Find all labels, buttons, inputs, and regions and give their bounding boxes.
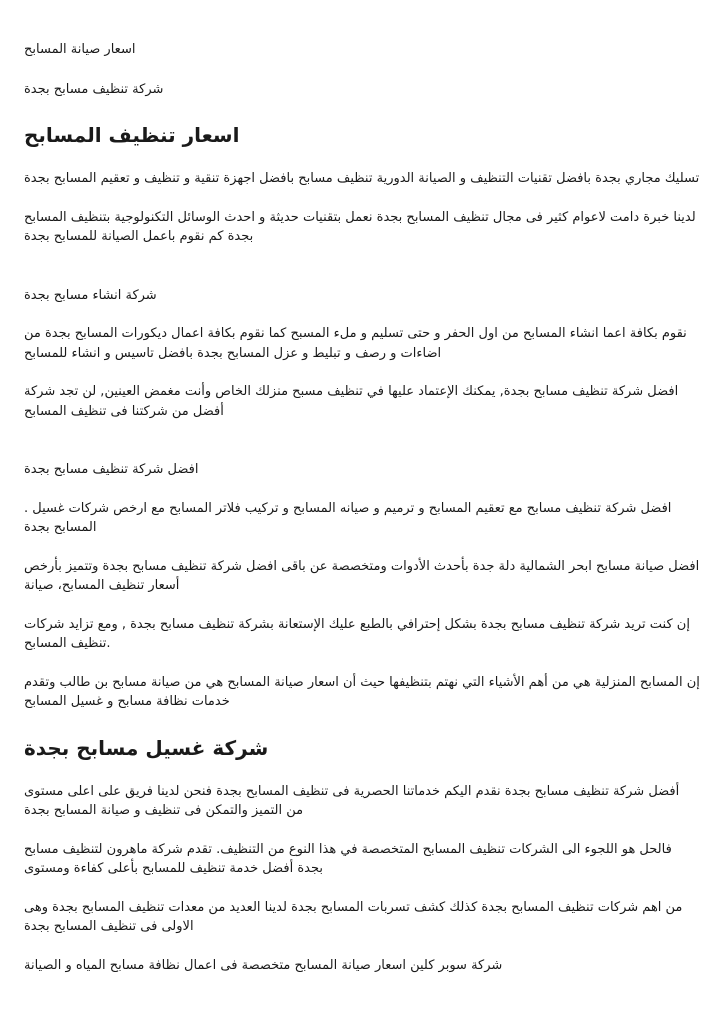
paragraph-north-obhur: افضل صيانة مسابح ابحر الشمالية دلة جدة بأحدث الأدوات ومتخصصة عن باقى افضل شركة تنظيف مسابح بجدة وتتميز بأرخص أسعار تنظيف المسابح، صيانة [24, 558, 700, 593]
paragraph-specialized: فالحل هو اللجوء الى الشركات تنظيف المسابح المتخصصة في هذا النوع من التنظيف. تقدم شركة ماهرون لتنظيف مسابح بجدة أفضل خدمة تنظيف للمسابح بأعلى كفاءة ومستوى [24, 841, 672, 876]
intro-line-prices: اسعار صيانة المسابح [24, 42, 136, 57]
article-body [24, 40, 700, 975]
subheading-best-company: افضل شركة تنظيف مسابح بجدة [24, 462, 199, 477]
intro-line-company: شركة تنظيف مسابح بجدة [24, 81, 164, 97]
heading-pool-washing: شركة غسيل مسابح بجدة [24, 735, 269, 760]
subheading-pool-construction: شركة انشاء مسابح بجدة [24, 287, 157, 303]
paragraph-sterilization: . افضل شركة تنظيف مسابح مع تعقيم المسابح و ترميم و صيانه المسابح و تركيب فلاتر المسابح مع ارخص شركات غسيل المسابح بجدة [24, 500, 672, 535]
paragraph-leak-detection: من اهم شركات تنظيف المسابح بجدة كذلك كشف تسربات المسابح بجدة لدينا العديد من معدات تنظيف المسابح بجدة وهى الاولى فى تنظيف المسابح بجدة [24, 899, 683, 934]
paragraph-professional: إن كنت تريد شركة تنظيف مسابح بجدة بشكل إحترافي بالطبع عليك الإستعانة بشركة تنظيف مسابح بجدة , ومع تزايد شركات تنظيف المسابح. [24, 616, 690, 651]
paragraph-best-company: افضل شركة تنظيف مسابح بجدة, يمكنك الإعتماد عليها في تنظيف مسبح منزلك الخاص وأنت مغمض العينين, لن تجد شركة أفضل من شركتنا فى تنظيف المسابح [24, 384, 679, 419]
paragraph-experience: لدينا خبرة دامت لاعوام كثير فى مجال تنظيف المسابح بجدة نعمل بتقنيات حديثة و احدث الوسائل التكنولوجية بتنظيف المسابح بجدة كم نقوم باعمل الصيانة للمسابح بجدة [24, 209, 696, 244]
paragraph-super-clean: شركة سوبر كلين اسعار صيانة المسابح متخصصة فى اعمال نظافة مسابح المياه و الصيانة [24, 957, 503, 973]
heading-cleaning-prices: اسعار تنظيف المسابح [24, 123, 240, 147]
paragraph-home-pools: إن المسابح المنزلية هي من أهم الأشياء التي نهتم بتنظيفها حيث أن اسعار صيانة المسابح هي من صيانة مسابح بن طالب وتقدم خدمات نظافة مسابح و غسيل المسابح [24, 674, 700, 709]
paragraph-construction-services: نقوم بكافة اعما انشاء المسابح من اول الحفر و حتى تسليم و ملء المسبح كما نقوم بكافة اعمال ديكورات المسابح بجدة من اضاءات و رصف و تبليط و عزل المسابح بجدة بافضل تاسيس و انشاء للمسابح [24, 326, 687, 361]
paragraph-drain-cleaning: تسليك مجاري بجدة بافضل تقنيات التنظيف و الصيانة الدورية تنظيف مسابح بافضل اجهزة تنقية و تنظيف و تعقيم المسابح بجدة [24, 171, 700, 186]
paragraph-exclusive-services: أفضل شركة تنظيف مسابح بجدة نقدم اليكم خدماتنا الحصرية فى تنظيف المسابح بجدة فنحن لدينا فريق على اعلى مستوى من التميز والتمكن فى تنظيف و صيانة المسابح بجدة [24, 783, 680, 818]
